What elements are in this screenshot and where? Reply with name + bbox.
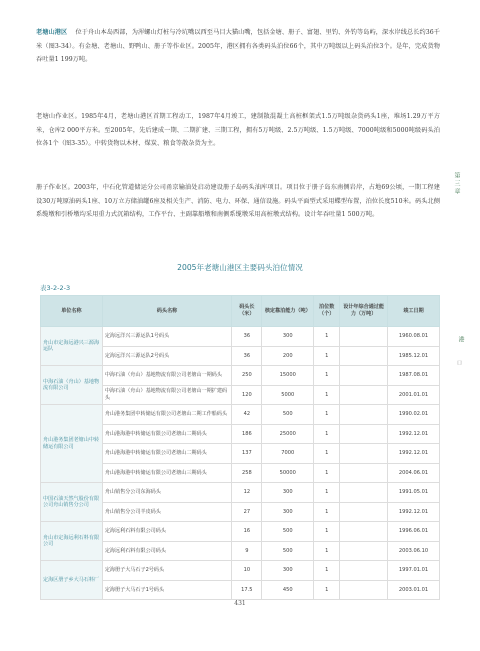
col-unit: 单位名称 bbox=[41, 296, 103, 327]
capacity-cell: 5000 bbox=[262, 385, 314, 405]
berth-count-cell: 1 bbox=[314, 346, 340, 366]
table-row bbox=[41, 483, 440, 503]
length-cell: 27 bbox=[232, 502, 262, 522]
berth-name-cell: 舟山港海港中转储运有限公司老塘山三期码头 bbox=[102, 463, 232, 483]
col-berth-count: 泊位数（个） bbox=[314, 296, 340, 327]
length-cell: 186 bbox=[232, 424, 262, 444]
page-number: 431 bbox=[234, 600, 246, 607]
berth-count-cell: 1 bbox=[314, 580, 340, 600]
unit-name-cell: 舟山市定海远港兴三源海运队 bbox=[41, 327, 103, 366]
length-cell: 12 bbox=[232, 483, 262, 503]
berth-name-cell: 中海石油（舟山）基地物流有限公司老塘山一期扩建码头 bbox=[102, 385, 232, 405]
berth-count-cell: 1 bbox=[314, 463, 340, 483]
throughput-cell bbox=[340, 463, 388, 483]
length-cell: 250 bbox=[232, 366, 262, 386]
berth-count-cell: 1 bbox=[314, 561, 340, 581]
throughput-cell bbox=[340, 522, 388, 542]
berth-count-cell: 1 bbox=[314, 522, 340, 542]
capacity-cell: 15000 bbox=[262, 366, 314, 386]
throughput-cell bbox=[340, 405, 388, 425]
capacity-cell: 300 bbox=[262, 483, 314, 503]
paragraph-laotangshan-area bbox=[36, 26, 440, 67]
berth-count-cell: 1 bbox=[314, 424, 340, 444]
berth-name-cell: 中海石油（舟山）基地物流有限公司老塘山一期码头 bbox=[102, 366, 232, 386]
throughput-cell bbox=[340, 366, 388, 386]
capacity-cell: 500 bbox=[262, 541, 314, 561]
throughput-cell bbox=[340, 346, 388, 366]
paragraph-text: 册子作业区。2003年，中石化管道储运分公司甬京输油处启动建设册子岛码头油库项目。项目位于册子岛东南侧岩岸，占地69公顷，一期工程建设30万吨原油码头1座、10万立方储油罐6座及相关生产、消防、电力、环保、通信设施。码头平面型式采用蝶型布置，泊位长度510米。码头北侧系缆墩和引桥墩均采用重力式沉箱结构，工作平台、主副靠船墩和南侧系缆墩采用高桩墩式结构。设计年吞吐量1 500万吨。 bbox=[36, 184, 440, 219]
col-completion-date: 竣工日期 bbox=[388, 296, 440, 327]
berth-name-cell: 定海远利石料有限公司码头 bbox=[102, 522, 232, 542]
col-berth-name: 码头名称 bbox=[102, 296, 232, 327]
completion-date-cell: 2001.01.01 bbox=[388, 385, 440, 405]
berth-name-cell: 定海远洋兴三源运队1号码头 bbox=[102, 327, 232, 347]
section-heading: 老塘山港区 bbox=[36, 29, 68, 36]
throughput-cell bbox=[340, 561, 388, 581]
capacity-cell: 300 bbox=[262, 327, 314, 347]
completion-date-cell: 2003.01.01 bbox=[388, 580, 440, 600]
section-label-1: 港 bbox=[457, 336, 464, 342]
completion-date-cell: 1990.02.01 bbox=[388, 405, 440, 425]
berth-count-cell: 1 bbox=[314, 327, 340, 347]
unit-name-cell: 中国石油天然气股份有限公司舟山销售分公司 bbox=[41, 483, 103, 522]
throughput-cell bbox=[340, 483, 388, 503]
length-cell: 16 bbox=[232, 522, 262, 542]
completion-date-cell: 1992.12.01 bbox=[388, 444, 440, 464]
col-length: 码头长（米） bbox=[232, 296, 262, 327]
paragraph-laotangshan-zone bbox=[36, 110, 440, 151]
length-cell: 9 bbox=[232, 541, 262, 561]
table-caption: 2005年老塘山港区主要码头泊位情况 bbox=[177, 263, 303, 272]
section-label-2: 口 bbox=[456, 360, 462, 365]
throughput-cell bbox=[340, 424, 388, 444]
table-header-row bbox=[41, 296, 440, 327]
completion-date-cell: 2003.06.10 bbox=[388, 541, 440, 561]
throughput-cell bbox=[340, 541, 388, 561]
unit-name-cell: 舟山港务集团老塘山中转储运有限公司 bbox=[41, 405, 103, 483]
capacity-cell: 300 bbox=[262, 502, 314, 522]
berth-name-cell: 定海远洋兴三源运队2号码头 bbox=[102, 346, 232, 366]
paragraph-text: 老塘山作业区。1985年4月，老塘山港区首期工程动工，1987年4月竣工，建制散混凝土高桩框架式1.5万吨级杂货码头1座，堆场1.29万平方米，仓库2 000平方米。至2005年，先后建成一期、二期扩建、三期工程，拥有5万吨级、2.5万吨级、1.5万吨级、7000吨级和5000吨级码头泊位各1个（图3-35）。中转货物以木材、煤炭、粮食等散杂货为主。 bbox=[36, 113, 440, 148]
table-row bbox=[41, 561, 440, 581]
completion-date-cell: 2004.06.01 bbox=[388, 463, 440, 483]
length-cell: 10 bbox=[232, 561, 262, 581]
throughput-cell bbox=[340, 502, 388, 522]
paragraph-cezi-zone bbox=[36, 181, 440, 222]
berth-name-cell: 定海册子大马石子2号码头 bbox=[102, 561, 232, 581]
throughput-cell bbox=[340, 580, 388, 600]
length-cell: 36 bbox=[232, 346, 262, 366]
capacity-cell: 450 bbox=[262, 580, 314, 600]
capacity-cell: 7000 bbox=[262, 444, 314, 464]
capacity-cell: 50000 bbox=[262, 463, 314, 483]
completion-date-cell: 1997.01.01 bbox=[388, 561, 440, 581]
length-cell: 42 bbox=[232, 405, 262, 425]
berth-name-cell: 定海册子大马石子1号码头 bbox=[102, 580, 232, 600]
length-cell: 120 bbox=[232, 385, 262, 405]
throughput-cell bbox=[340, 327, 388, 347]
berth-count-cell: 1 bbox=[314, 444, 340, 464]
throughput-cell bbox=[340, 444, 388, 464]
berth-name-cell: 舟山港海港中转储运有限公司老塘山二期码头 bbox=[102, 444, 232, 464]
berth-name-cell: 舟山销售分公司羊皮码头 bbox=[102, 502, 232, 522]
throughput-cell bbox=[340, 385, 388, 405]
table-row bbox=[41, 522, 440, 542]
berth-count-cell: 1 bbox=[314, 483, 340, 503]
completion-date-cell: 1987.08.01 bbox=[388, 366, 440, 386]
table-number: 表3-2-2-3 bbox=[40, 284, 71, 292]
berth-count-cell: 1 bbox=[314, 366, 340, 386]
completion-date-cell: 1985.12.01 bbox=[388, 346, 440, 366]
completion-date-cell: 1991.05.01 bbox=[388, 483, 440, 503]
berth-table bbox=[40, 295, 440, 600]
length-cell: 258 bbox=[232, 463, 262, 483]
berth-count-cell: 1 bbox=[314, 385, 340, 405]
length-cell: 137 bbox=[232, 444, 262, 464]
completion-date-cell: 1960.08.01 bbox=[388, 327, 440, 347]
capacity-cell: 200 bbox=[262, 346, 314, 366]
unit-name-cell: 定海区册子乡大马石料厂 bbox=[41, 561, 103, 600]
table-row bbox=[41, 327, 440, 347]
berth-count-cell: 1 bbox=[314, 502, 340, 522]
capacity-cell: 300 bbox=[262, 561, 314, 581]
capacity-cell: 25000 bbox=[262, 424, 314, 444]
berth-name-cell: 舟山港务集团中转储运有限公司老塘山二期工作船码头 bbox=[102, 405, 232, 425]
berth-name-cell: 舟山港海港中转储运有限公司老塘山二期码头 bbox=[102, 424, 232, 444]
berth-count-cell: 1 bbox=[314, 541, 340, 561]
col-capacity: 核定靠泊能力（吨） bbox=[262, 296, 314, 327]
unit-name-cell: 舟山市定海远利石料有限公司 bbox=[41, 522, 103, 561]
paragraph-text: 位于舟山本岛西部，为浑螺山灯桩与冷坑嘴以西至马目大猫山嘴，包括金塘、册子、富翅、里钓、外钓等岛屿，深水岸线总长约36千米（图3-34）。有金塘、老塘山、野鸭山、册子等作业区。2005年，港区拥有各类码头泊位66个，其中万吨级以上码头泊位3个。是年，完成货物吞吐量1 199万吨。 bbox=[36, 29, 440, 64]
col-throughput: 设计年综合通过能力（万吨） bbox=[340, 296, 388, 327]
capacity-cell: 500 bbox=[262, 522, 314, 542]
berth-count-cell: 1 bbox=[314, 405, 340, 425]
table-row bbox=[41, 405, 440, 425]
completion-date-cell: 1992.12.01 bbox=[388, 502, 440, 522]
completion-date-cell: 1996.06.01 bbox=[388, 522, 440, 542]
berth-name-cell: 定海远利石料有限公司码头 bbox=[102, 541, 232, 561]
length-cell: 36 bbox=[232, 327, 262, 347]
berth-name-cell: 舟山销售分公司东海码头 bbox=[102, 483, 232, 503]
table-row bbox=[41, 366, 440, 386]
unit-name-cell: 中海石油（舟山）基地物流有限公司 bbox=[41, 366, 103, 405]
length-cell: 17.5 bbox=[232, 580, 262, 600]
completion-date-cell: 1992.12.01 bbox=[388, 424, 440, 444]
chapter-side-tab bbox=[448, 160, 480, 510]
capacity-cell: 500 bbox=[262, 405, 314, 425]
chapter-label: 第三章 bbox=[453, 172, 460, 196]
